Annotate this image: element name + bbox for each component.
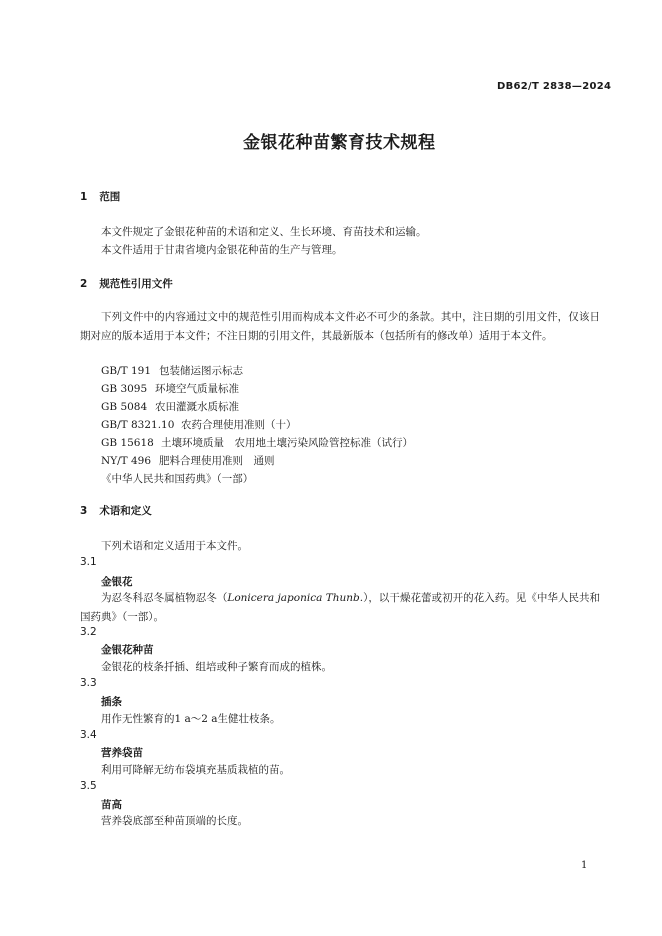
reference-item — [101, 435, 413, 450]
section-2-heading — [80, 276, 173, 291]
reference-code: GB 15618 — [101, 437, 154, 449]
section-1-heading — [80, 189, 120, 204]
paragraph: 本文件适用于甘肃省境内金银花种苗的生产与管理。 — [101, 244, 343, 256]
reference-title: 农田灌溉水质标准 — [155, 401, 239, 413]
reference-title: 环境空气质量标准 — [155, 383, 239, 395]
reference-item — [101, 399, 239, 414]
term-name: 插条 — [101, 696, 122, 708]
term-number: 3.2 — [80, 626, 97, 638]
term-definition: 利用可降解无纺布袋填充基质栽植的苗。 — [101, 764, 290, 776]
latin-name: Lonicera japonica Thunb. — [227, 592, 364, 604]
reference-item — [101, 417, 297, 432]
section-number: 1 — [80, 191, 88, 203]
definition-text: 为忍冬科忍冬属植物忍冬（ — [101, 592, 228, 604]
reference-code: NY/T 496 — [101, 455, 152, 467]
section-title: 范围 — [99, 191, 121, 203]
section-number: 2 — [80, 278, 88, 290]
reference-item — [101, 381, 239, 396]
reference-title: 土壤环境质量 农用地土壤污染风险管控标准（试行） — [161, 437, 413, 449]
paragraph: 下列术语和定义适用于本文件。 — [101, 540, 248, 552]
paragraph: 下列文件中的内容通过文中的规范性引用而构成本文件必不可少的条款。其中，注日期的引用文件，仅该日期对应的版本适用于本文件；不注日期的引用文件，其最新版本（包括所有的修改单）适用于本文件。 — [80, 311, 600, 342]
term-number: 3.1 — [80, 556, 97, 568]
reference-title: 农药合理使用准则（十） — [181, 419, 297, 431]
reference-title: 包装储运图示标志 — [159, 365, 243, 377]
term-name: 金银花种苗 — [101, 644, 154, 656]
reference-code: GB/T 8321.10 — [101, 419, 175, 431]
term-name: 金银花 — [101, 576, 133, 588]
section-title: 规范性引用文件 — [99, 278, 173, 290]
paragraph: 本文件规定了金银花种苗的术语和定义、生长环境、育苗技术和运输。 — [101, 226, 427, 238]
term-definition: 金银花的枝条扦插、组培或种子繁育而成的植株。 — [101, 661, 332, 673]
definition-text: ），以干燥花蕾或初开的花入药。见《中华人民共和国药典》（一部）。 — [80, 592, 601, 623]
standard-number: DB62/T 2838—2024 — [497, 81, 612, 92]
section-title: 术语和定义 — [99, 505, 152, 517]
page-number: 1 — [581, 860, 588, 871]
term-number: 3.5 — [80, 780, 97, 792]
reference-code: GB 5084 — [101, 401, 148, 413]
reference-title: 肥料合理使用准则 通则 — [159, 455, 275, 467]
reference-title: 《中华人民共和国药典》（一部） — [101, 473, 254, 485]
reference-code: GB 3095 — [101, 383, 148, 395]
term-name: 苗高 — [101, 799, 122, 811]
reference-code: GB/T 191 — [101, 365, 152, 377]
reference-item — [101, 471, 253, 486]
reference-item — [101, 363, 243, 378]
term-number: 3.4 — [80, 729, 97, 741]
term-definition: 营养袋底部至种苗顶端的长度。 — [101, 815, 248, 827]
document-title: 金银花种苗繁育技术规程 — [243, 133, 436, 153]
term-name: 营养袋苗 — [101, 747, 143, 759]
reference-item — [101, 453, 275, 468]
section-3-heading — [80, 503, 152, 518]
term-definition — [80, 589, 600, 627]
term-number: 3.3 — [80, 677, 97, 689]
section-number: 3 — [80, 505, 88, 517]
term-definition: 用作无性繁育的1 a～2 a生健壮枝条。 — [101, 713, 281, 725]
